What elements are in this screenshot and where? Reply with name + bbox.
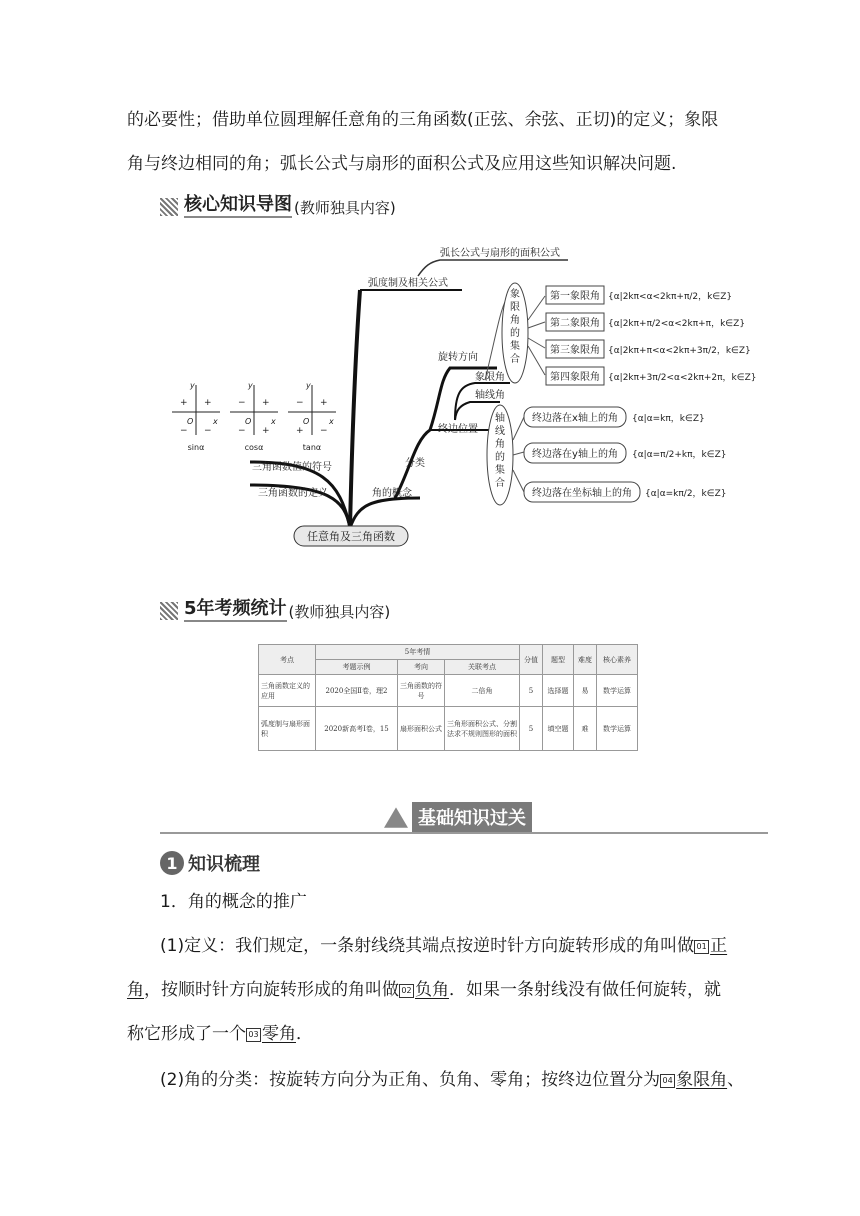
quadrant-3-sign: − (180, 426, 188, 436)
sign-chart-sin (172, 381, 220, 452)
mm-quadrant-formula: {α|2kπ+π/2<α<2kπ+π，k∈Z} (608, 319, 746, 329)
mm-arc-leaf: 弧长公式与扇形的面积公式 (440, 248, 560, 259)
th-5year: 5年考情 (316, 645, 520, 660)
text-span: (1)定义：我们规定，一条射线绕其端点按逆时针方向旋转形成的角叫做 (160, 936, 695, 956)
td-difficulty: 难 (574, 707, 597, 751)
mm-quadrant-label: 第四象限角 (550, 372, 600, 383)
answer-mark: 03 (246, 1028, 261, 1042)
td-difficulty: 易 (574, 675, 597, 707)
axis-x-label: x (213, 417, 218, 426)
basic-knowledge-banner (384, 804, 532, 830)
mm-axis-formula: {α|α=kπ，k∈Z} (632, 414, 705, 424)
mm-classify: 分类 (405, 458, 425, 469)
axis-x-label: x (271, 417, 276, 426)
td-literacy: 数学运算 (597, 707, 638, 751)
quadrant-2-sign: − (238, 398, 246, 408)
sign-chart-fn: tanα (302, 443, 322, 452)
mm-axis-label: 终边落在y轴上的角 (532, 449, 618, 460)
mm-quadrant-list (546, 286, 757, 385)
mm-quadrant-formula: {α|2kπ<α<2kπ+π/2，k∈Z} (608, 292, 733, 302)
sign-chart-cos (230, 381, 278, 452)
quadrant-3-sign: + (296, 426, 304, 436)
exam-stats-table (258, 644, 638, 751)
answer-text: 象限角 (676, 1070, 728, 1090)
axis-y-label: y (248, 381, 253, 390)
quadrant-2-sign: + (180, 398, 188, 408)
text-span: ，按顺时针方向旋转形成的角叫做 (144, 980, 399, 1000)
mind-map (0, 0, 860, 580)
td-related: 二倍角 (445, 675, 520, 707)
answer-text: 零角 (262, 1024, 296, 1044)
mm-axis-list (524, 407, 727, 502)
th-type: 题型 (543, 645, 574, 675)
td-kaodian: 弧度制与扇形面积 (259, 707, 316, 751)
quadrant-1-sign: + (262, 398, 270, 408)
sign-chart-tan (288, 381, 336, 452)
stats-section-title: 5年考频统计 (184, 598, 287, 622)
quadrant-3-sign: − (238, 426, 246, 436)
th-direction: 考向 (398, 660, 445, 675)
intro-line-2: 角与终边相同的角；弧长公式与扇形的面积公式及应用这些知识解决问题. (127, 154, 677, 174)
th-literacy: 核心素养 (597, 645, 638, 675)
td-direction: 扇形面积公式 (398, 707, 445, 751)
td-score: 5 (520, 707, 543, 751)
text-span: ．如果一条射线没有做任何旋转，就 (449, 980, 721, 1000)
axis-y-label: y (190, 381, 195, 390)
quadrant-4-sign: − (204, 426, 212, 436)
mindmap-section-title: 核心知识导图 (184, 194, 292, 218)
answer-text: 角 (127, 980, 144, 1000)
text-span: (2)角的分类：按旋转方向分为正角、负角、零角；按终边位置分为 (160, 1070, 661, 1090)
knowledge-title: 知识梳理 (188, 854, 260, 875)
quadrant-1-sign: + (204, 398, 212, 408)
th-score: 分值 (520, 645, 543, 675)
divider (160, 832, 768, 834)
mm-rotation: 旋转方向 (438, 352, 478, 363)
td-kaodian: 三角函数定义的应用 (259, 675, 316, 707)
origin-label: O (245, 417, 252, 426)
quadrant-4-sign: − (320, 426, 328, 436)
quadrant-4-sign: + (262, 426, 270, 436)
axis-x-label: x (329, 417, 334, 426)
table-row (259, 675, 638, 707)
mm-axis-angle: 轴线角 (475, 390, 505, 401)
td-literacy: 数学运算 (597, 675, 638, 707)
mm-quadrant-formula: {α|2kπ+3π/2<α<2kπ+2π，k∈Z} (608, 373, 757, 383)
mm-quadrant-set: 象限角的集合 (510, 289, 520, 365)
th-kaodian: 考点 (259, 645, 316, 675)
mm-arc-branch: 弧度制及相关公式 (368, 278, 448, 289)
answer-mark: 01 (694, 940, 709, 954)
text-span: ． (296, 1024, 313, 1044)
mm-angle-concept: 角的概念 (372, 488, 412, 499)
mm-quadrant-label: 第二象限角 (550, 318, 600, 329)
mm-definition: 三角函数的定义 (258, 488, 328, 499)
th-related: 关联考点 (445, 660, 520, 675)
td-type: 选择题 (543, 675, 574, 707)
mm-axis-set: 轴线角的集合 (495, 413, 505, 489)
td-example: 2020新高考Ⅰ卷，15 (316, 707, 398, 751)
content-line-1 (160, 936, 770, 956)
mindmap-section-note: (教师独具内容) (294, 199, 396, 217)
td-example: 2020全国Ⅱ卷，理2 (316, 675, 398, 707)
stats-section-header (160, 598, 390, 622)
mm-quadrant-formula: {α|2kπ+π<α<2kπ+3π/2，k∈Z} (608, 346, 751, 356)
td-type: 填空题 (543, 707, 574, 751)
origin-label: O (187, 417, 194, 426)
quadrant-1-sign: + (320, 398, 328, 408)
sign-chart-fn: cosα (244, 443, 264, 452)
stats-section-note: (教师独具内容) (288, 603, 391, 621)
diamond-pattern-icon (160, 602, 178, 620)
td-related: 三角形面积公式、分割法求不规则图形的面积 (445, 707, 520, 751)
th-difficulty: 难度 (574, 645, 597, 675)
th-example: 考题示例 (316, 660, 398, 675)
answer-text: 负角 (415, 980, 449, 1000)
axis-y-label: y (306, 381, 311, 390)
knowledge-heading (160, 850, 260, 876)
banner-title: 基础知识过关 (412, 802, 532, 832)
answer-text: 正 (710, 936, 728, 956)
section-number-badge: 1 (160, 851, 184, 875)
mm-axis-formula: {α|α=kπ/2，k∈Z} (645, 489, 727, 499)
text-span: 、 (727, 1070, 745, 1090)
quadrant-2-sign: − (296, 398, 304, 408)
mm-axis-label: 终边落在坐标轴上的角 (532, 488, 632, 499)
answer-mark: 02 (399, 984, 414, 998)
text-span: 称它形成了一个 (127, 1024, 246, 1044)
sign-chart-fn: sinα (187, 443, 205, 452)
mm-axis-formula: {α|α=π/2+kπ，k∈Z} (632, 450, 727, 460)
content-line-2 (127, 980, 737, 1000)
intro-line-1: 的必要性；借助单位圆理解任意角的三角函数(正弦、余弦、正切)的定义；象限 (127, 110, 719, 130)
mm-quadrant-angle: 象限角 (475, 372, 505, 383)
td-direction: 三角函数的符号 (398, 675, 445, 707)
mm-quadrant-label: 第三象限角 (550, 345, 600, 356)
mm-sign: 三角函数值的符号 (252, 462, 332, 473)
triangle-icon (384, 805, 408, 829)
content-line-3 (127, 1024, 737, 1044)
content-heading-1: 1．角的概念的推广 (160, 892, 307, 912)
origin-label: O (303, 417, 310, 426)
mm-axis-label: 终边落在x轴上的角 (532, 413, 618, 424)
mm-quadrant-label: 第一象限角 (550, 291, 600, 302)
content-line-4 (160, 1070, 770, 1090)
table-row (259, 707, 638, 751)
mm-terminal: 终边位置 (438, 424, 478, 435)
td-score: 5 (520, 675, 543, 707)
mm-root: 任意角及三角函数 (307, 530, 395, 543)
answer-mark: 04 (660, 1074, 675, 1088)
